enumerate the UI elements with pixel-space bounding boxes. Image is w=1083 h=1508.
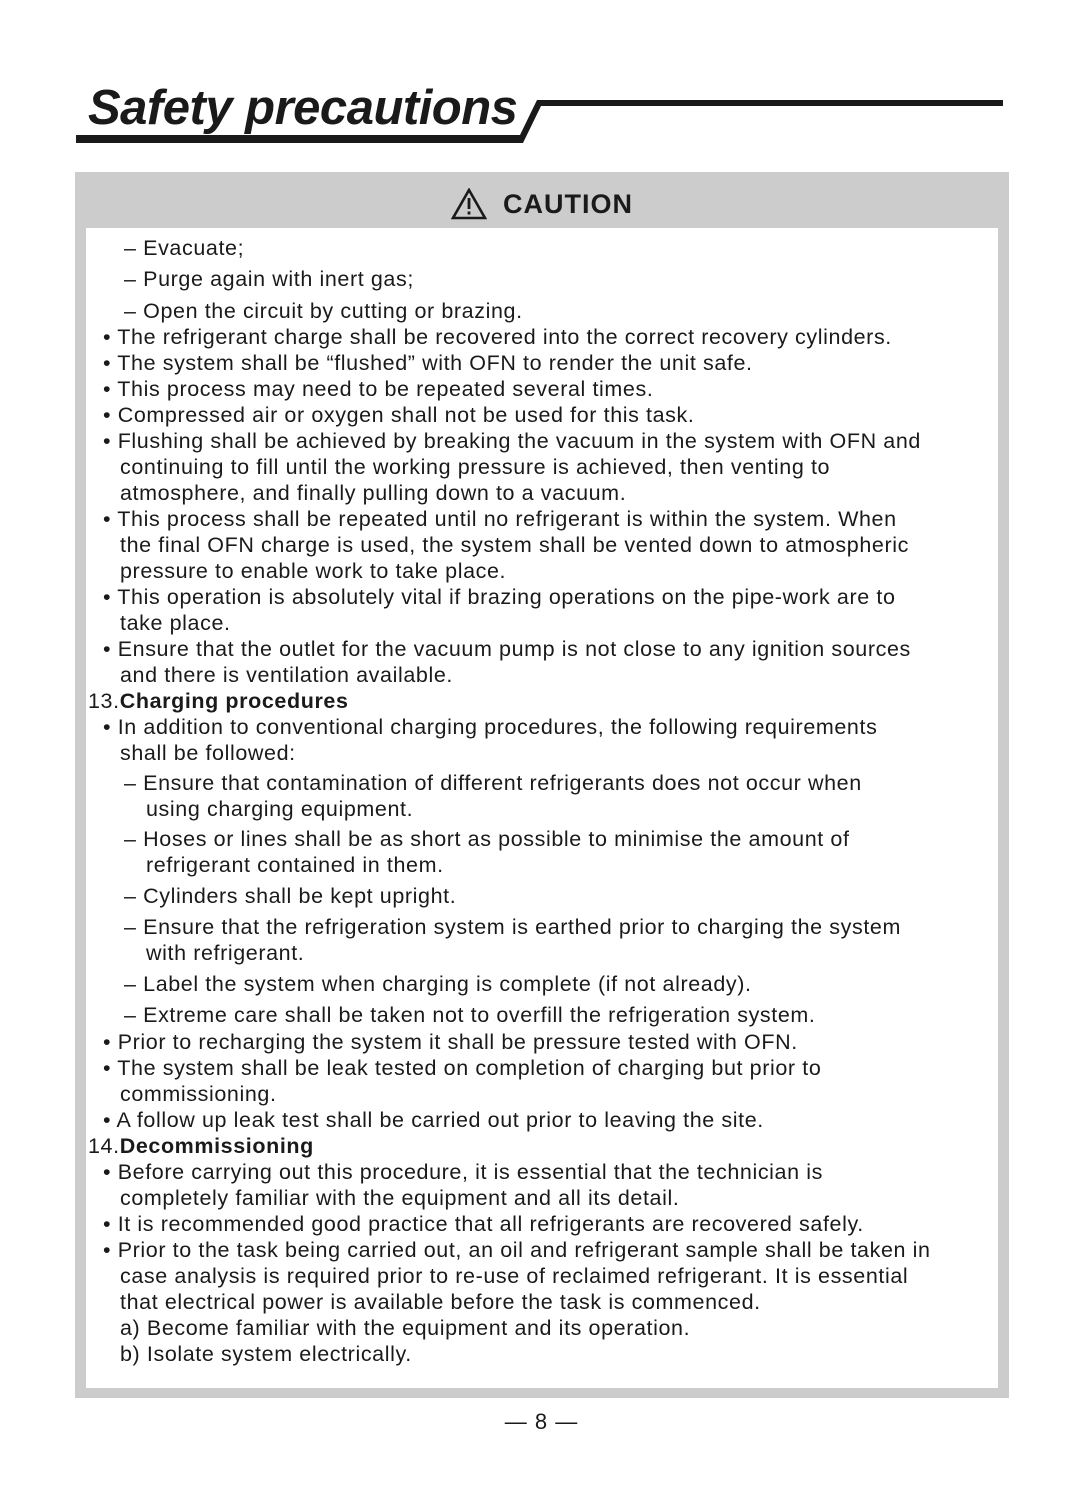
text-line: the final OFN charge is used, the system shall be vented down to atmospheric: [120, 533, 909, 557]
text-line: commissioning.: [120, 1082, 277, 1106]
text-line: – Purge again with inert gas;: [124, 267, 414, 291]
text-line: case analysis is required prior to re-use of reclaimed refrigerant. It is essential: [120, 1264, 909, 1288]
text-line: • A follow up leak test shall be carried out prior to leaving the site.: [103, 1108, 764, 1132]
text-line: – Extreme care shall be taken not to overfill the refrigeration system.: [124, 1003, 816, 1027]
text-line: • This operation is absolutely vital if brazing operations on the pipe-work are to: [103, 585, 896, 609]
text-line: • Flushing shall be achieved by breaking the vacuum in the system with OFN and: [103, 429, 921, 453]
text-line: a) Become familiar with the equipment and its operation.: [120, 1316, 691, 1340]
section-heading: [88, 688, 349, 714]
text-line: shall be followed:: [120, 741, 296, 765]
text-line: – Cylinders shall be kept upright.: [124, 884, 457, 908]
caution-label: CAUTION: [503, 188, 633, 219]
section-heading: [88, 1133, 314, 1159]
section-number: 13.: [88, 689, 120, 713]
text-line: that electrical power is available before the task is commenced.: [120, 1290, 761, 1314]
text-line: • The system shall be “flushed” with OFN to render the unit safe.: [103, 351, 753, 375]
text-line: • The refrigerant charge shall be recovered into the correct recovery cylinders.: [103, 325, 892, 349]
page-number: — 8 —: [504, 1409, 579, 1434]
section-title: Charging procedures: [119, 689, 349, 713]
text-line: completely familiar with the equipment and all its detail.: [120, 1186, 680, 1210]
text-line: pressure to enable work to take place.: [120, 559, 507, 583]
text-line: take place.: [120, 611, 231, 635]
section-title: Decommissioning: [119, 1134, 314, 1158]
text-line: and there is ventilation available.: [120, 663, 453, 687]
text-line: atmosphere, and finally pulling down to a vacuum.: [120, 481, 627, 505]
text-line: • Prior to recharging the system it shall be pressure tested with OFN.: [103, 1030, 798, 1054]
text-line: • Ensure that the outlet for the vacuum pump is not close to any ignition sources: [103, 637, 911, 661]
text-line: with refrigerant.: [146, 941, 305, 965]
text-line: • In addition to conventional charging procedures, the following requirements: [103, 715, 878, 739]
text-line: – Ensure that contamination of different refrigerants does not occur when: [124, 771, 862, 795]
text-line: – Ensure that the refrigeration system is earthed prior to charging the system: [124, 915, 901, 939]
text-line: • This process shall be repeated until no refrigerant is within the system. When: [103, 507, 897, 531]
text-line: – Hoses or lines shall be as short as possible to minimise the amount of: [124, 827, 850, 851]
text-line: • It is recommended good practice that all refrigerants are recovered safely.: [103, 1212, 864, 1236]
section-number: 14.: [88, 1134, 120, 1158]
text-line: • Prior to the task being carried out, an oil and refrigerant sample shall be taken in: [103, 1238, 931, 1262]
text-line: using charging equipment.: [146, 797, 414, 821]
text-line: – Label the system when charging is complete (if not already).: [124, 972, 752, 996]
title-underline: [0, 0, 1083, 150]
text-line: continuing to fill until the working pressure is achieved, then venting to: [120, 455, 831, 479]
text-line: refrigerant contained in them.: [146, 853, 444, 877]
text-line: • This process may need to be repeated several times.: [103, 377, 654, 401]
page-title: Safety precautions: [88, 81, 518, 135]
text-line: – Evacuate;: [124, 236, 245, 260]
text-line: – Open the circuit by cutting or brazing.: [124, 299, 523, 323]
warning-triangle-icon: [451, 188, 487, 220]
text-line: • Before carrying out this procedure, it is essential that the technician is: [103, 1160, 823, 1184]
text-line: • The system shall be leak tested on completion of charging but prior to: [103, 1056, 822, 1080]
text-line: b) Isolate system electrically.: [120, 1342, 412, 1366]
text-line: • Compressed air or oxygen shall not be used for this task.: [103, 403, 695, 427]
caution-header: [75, 172, 1009, 228]
